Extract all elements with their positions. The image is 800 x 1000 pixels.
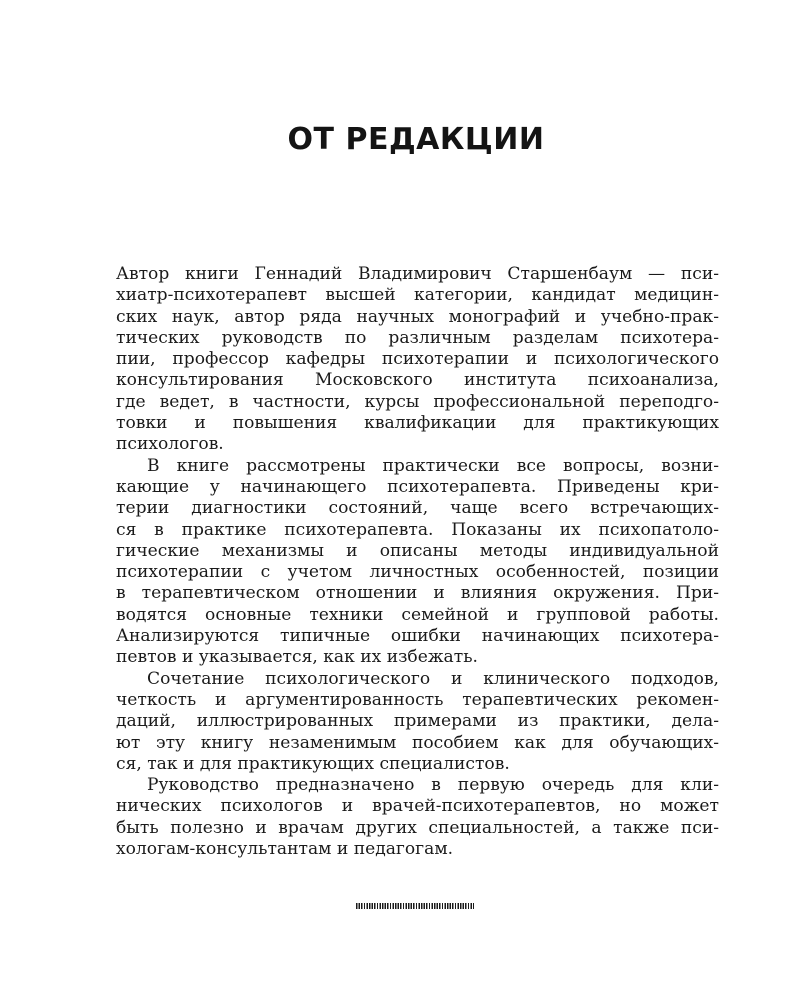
text-line: даций, иллюстрированных примерами из практики, дела- (116, 711, 719, 732)
text-line: кающие у начинающего психотерапевта. Приведены кри- (116, 476, 719, 497)
text-line: тических руководств по различным разделам психотера- (116, 327, 719, 348)
text-line: Анализируются типичные ошибки начинающих психотера- (116, 626, 719, 647)
text-line: певтов и указывается, как их избежать. (116, 647, 478, 668)
text-line: нических психологов и врачей-психотерапевтов, но может (116, 796, 719, 817)
text-line: в терапевтическом отношении и влияния окружения. При- (116, 583, 719, 604)
text-line: Руководство предназначено в первую очередь для кли- (147, 775, 719, 796)
text-line: психологов. (116, 434, 224, 455)
text-line: психотерапии с учетом личностных особенностей, позиции (116, 562, 719, 583)
text-line: хологам-консультантам и педагогам. (116, 839, 454, 860)
text-line: четкость и аргументированность терапевтических рекомен- (116, 689, 719, 710)
text-line: ся в практике психотерапевта. Показаны их психопатоло- (116, 519, 719, 540)
text-line: ся, так и для практикующих специалистов. (116, 753, 510, 774)
text-line: ют эту книгу незаменимым пособием как для обучающих- (116, 732, 719, 753)
text-line: быть полезно и врачам других специальностей, а также пси- (116, 817, 719, 838)
text-line: товки и повышения квалификации для практикующих (116, 413, 719, 434)
text-line: хиатр-психотерапевт высшей категории, кандидат медицин- (116, 285, 719, 306)
text-line: Автор книги Геннадий Владимирович Старшенбаум — пси- (116, 264, 719, 284)
page-title: ОТ РЕДАКЦИИ (287, 122, 545, 157)
text-line: водятся основные техники семейной и групповой работы. (116, 604, 719, 625)
text-line: Сочетание психологического и клинического подходов, (147, 668, 719, 689)
text-line: пии, профессор кафедры психотерапии и психологического (116, 349, 719, 370)
editorial-text (116, 264, 719, 860)
text-line: где ведет, в частности, курсы профессиональной переподго- (116, 391, 719, 412)
text-line: консультирования Московского института психоанализа, (116, 370, 719, 391)
decorative-divider (356, 903, 474, 909)
text-line: терии диагностики состояний, чаще всего встречающих- (116, 498, 719, 519)
text-line: гические механизмы и описаны методы индивидуальной (116, 540, 719, 561)
text-line: В книге рассмотрены практически все вопросы, возни- (147, 455, 719, 476)
text-line: ских наук, автор ряда научных монографий и учебно-прак- (116, 306, 719, 327)
